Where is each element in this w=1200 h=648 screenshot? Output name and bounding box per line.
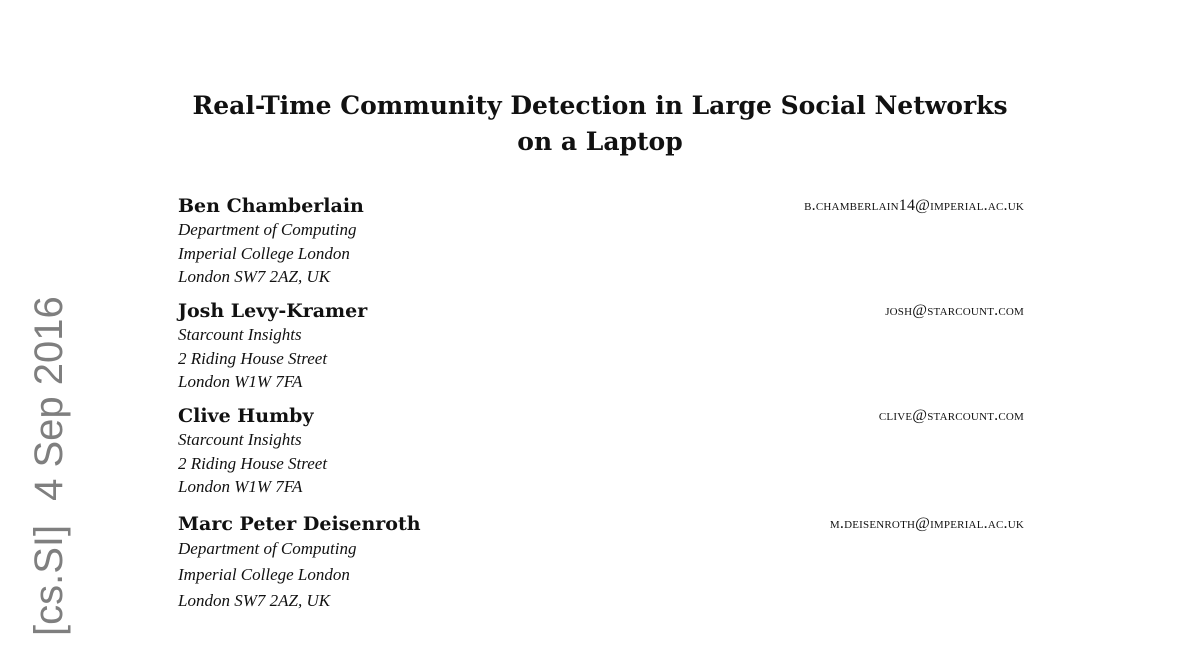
author-name: Marc Peter Deisenroth — [178, 513, 421, 535]
author-affiliation-line: Imperial College London — [178, 243, 350, 263]
author-email: josh@starcount.com — [885, 302, 1024, 319]
author-name: Ben Chamberlain — [178, 195, 364, 217]
author-block-2 — [178, 299, 1024, 394]
author-affiliation-line: London SW7 2AZ, UK — [178, 591, 331, 610]
author-name: Clive Humby — [178, 405, 314, 427]
author-name: Josh Levy-Kramer — [178, 300, 368, 322]
paper-title-line-2: on a Laptop — [517, 127, 683, 156]
author-affiliation-line: Starcount Insights — [178, 430, 302, 449]
author-affiliation-line: 2 Riding House Street — [178, 348, 328, 368]
arxiv-margin-stamp — [29, 296, 69, 636]
author-email: m.deisenroth@imperial.ac.uk — [829, 515, 1024, 532]
author-affiliation-line: Department of Computing — [178, 220, 357, 239]
author-affiliation-line: Starcount Insights — [178, 325, 302, 344]
author-affiliation-line: London W1W 7FA — [178, 477, 303, 496]
author-affiliation-line: Department of Computing — [178, 539, 357, 558]
author-block-1 — [178, 194, 1024, 289]
author-email: b.chamberlain14@imperial.ac.uk — [804, 197, 1024, 214]
author-block-3 — [178, 404, 1024, 499]
author-email: clive@starcount.com — [878, 407, 1024, 424]
author-affiliation-line: London SW7 2AZ, UK — [178, 267, 331, 286]
author-affiliation-line: London W1W 7FA — [178, 372, 303, 391]
author-affiliation-line: Imperial College London — [178, 565, 350, 584]
arxiv-category: [cs.SI] — [27, 524, 71, 636]
paper-title-line-1: Real-Time Community Detection in Large Social Networks — [192, 91, 1008, 120]
paper-title — [0, 88, 1200, 160]
arxiv-date: 4 Sep 2016 — [27, 296, 71, 501]
author-affiliation-line: 2 Riding House Street — [178, 453, 328, 473]
author-block-4 — [178, 512, 1024, 614]
